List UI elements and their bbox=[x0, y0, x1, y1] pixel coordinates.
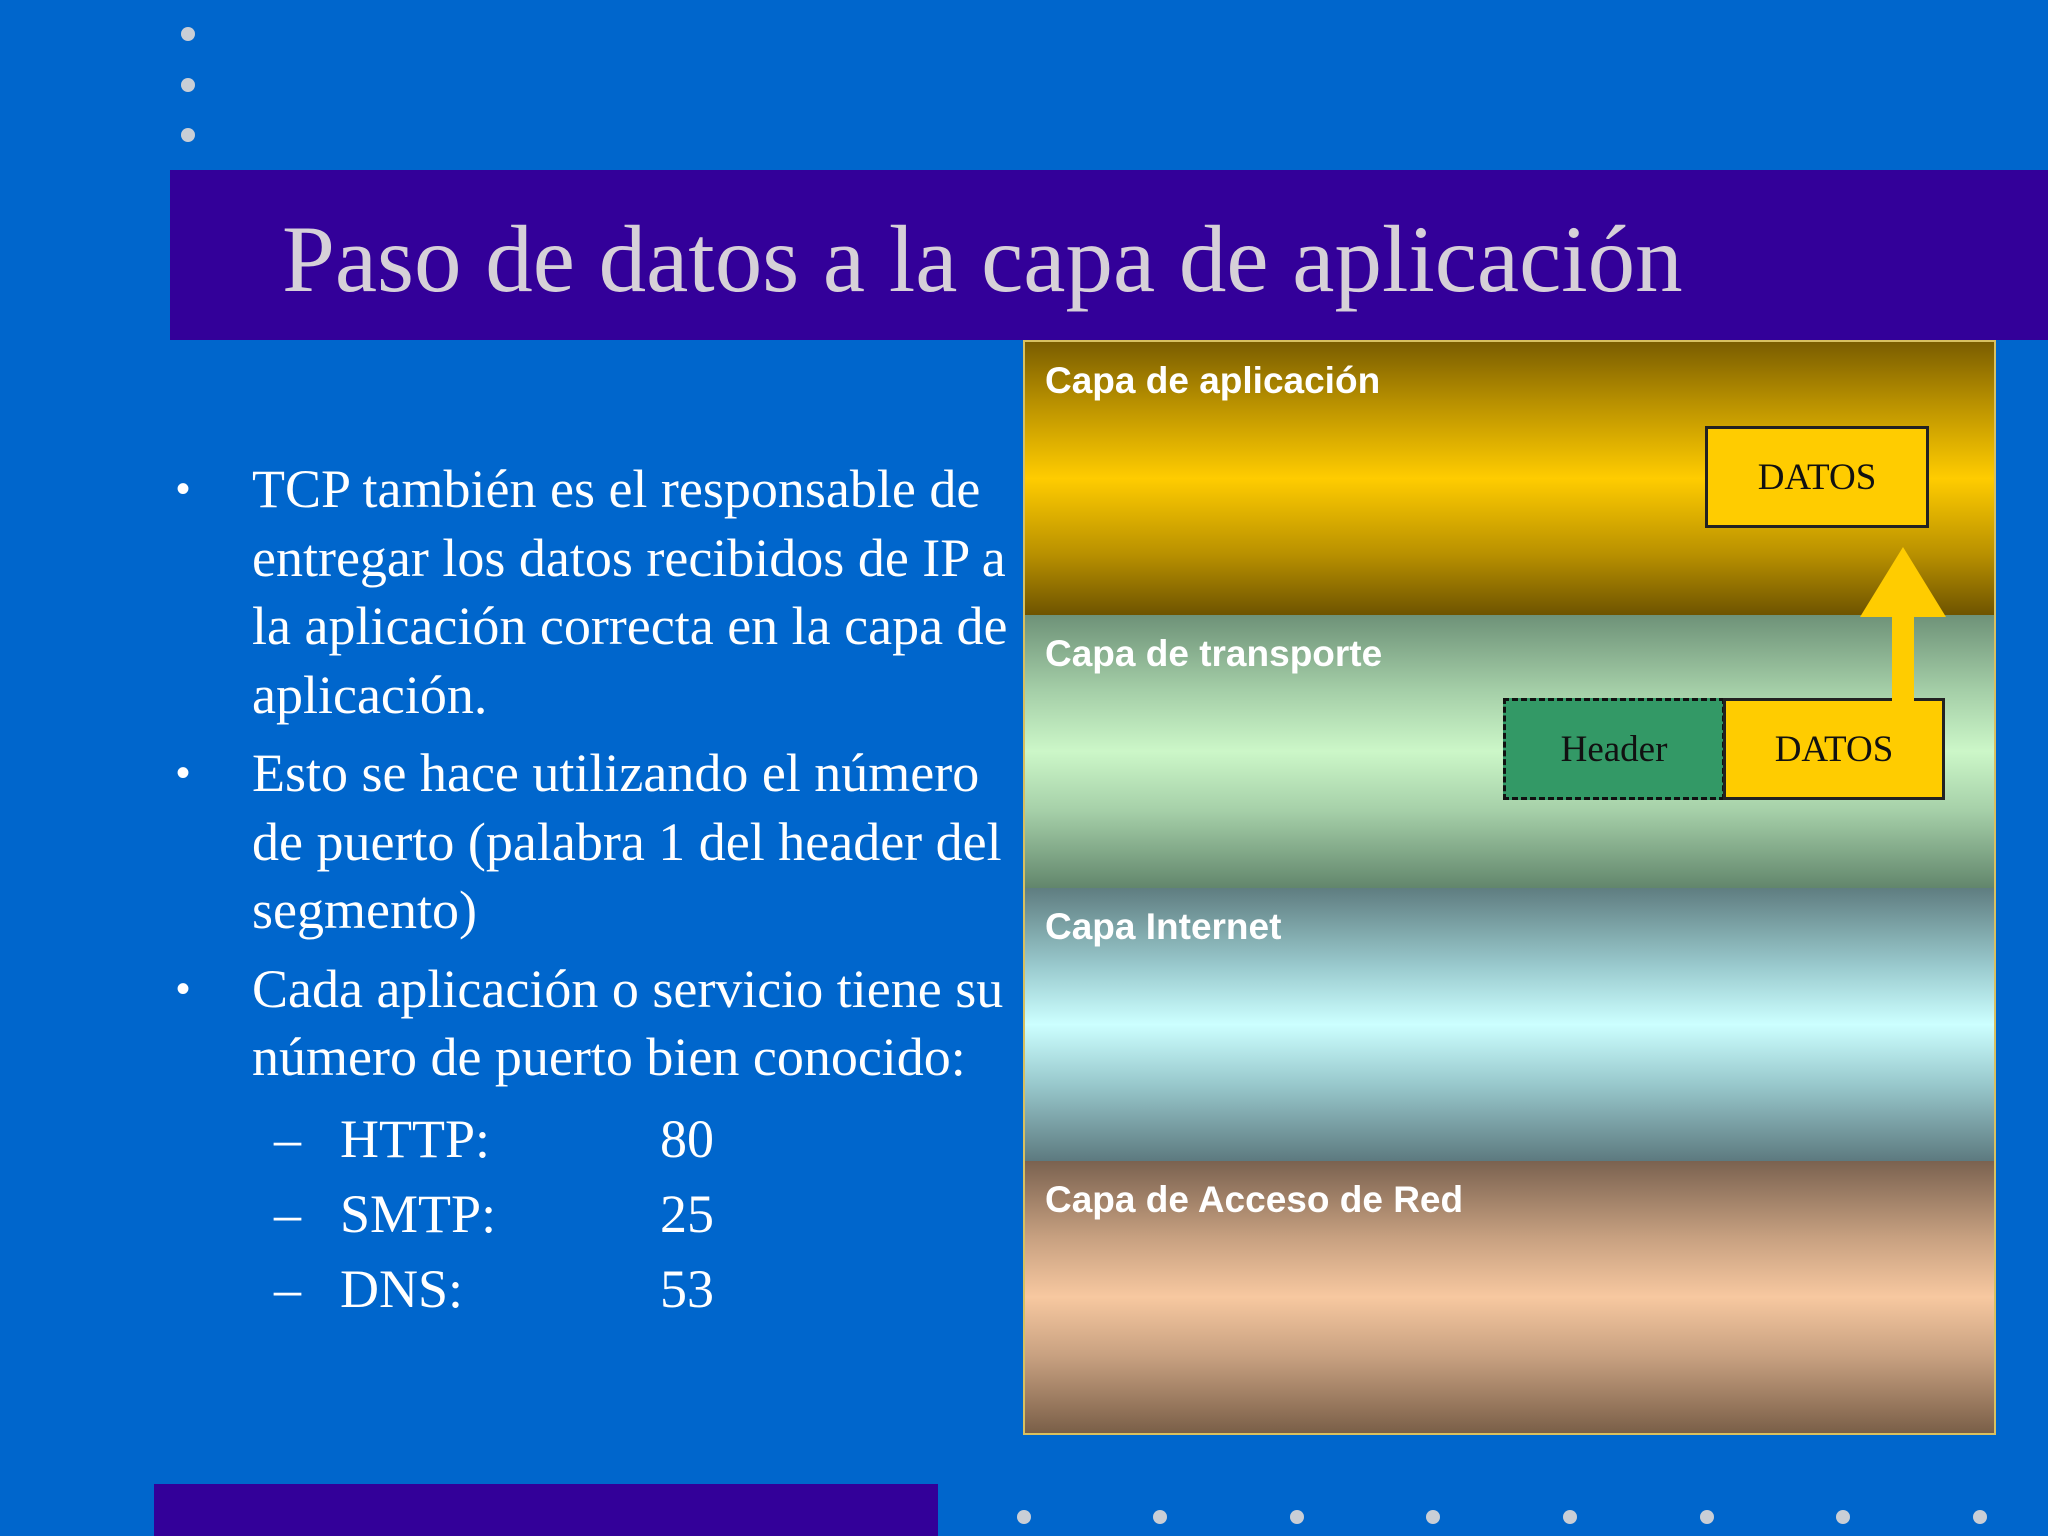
bullet-text: TCP también es el responsable de entregar los datos recibidos de IP a la aplicación correcta en la capa de aplicación. bbox=[252, 459, 1008, 725]
layer-label-internet: Capa Internet bbox=[1045, 906, 1282, 947]
layer-label-transport: Capa de transporte bbox=[1045, 633, 1383, 674]
bullet-item bbox=[170, 455, 1010, 729]
port-number: 53 bbox=[660, 1258, 714, 1319]
decorative-dot bbox=[1290, 1510, 1304, 1524]
decorative-dot bbox=[181, 27, 195, 41]
decorative-dot bbox=[1426, 1510, 1440, 1524]
bullet-marker: • bbox=[176, 751, 191, 795]
port-number: 25 bbox=[660, 1183, 714, 1244]
decorative-dot bbox=[181, 78, 195, 92]
arrow-up-icon bbox=[1858, 547, 1948, 702]
port-item-http bbox=[170, 1102, 1010, 1177]
decorative-dot bbox=[1017, 1510, 1031, 1524]
dash-marker: – bbox=[274, 1183, 301, 1244]
decorative-dot bbox=[1153, 1510, 1167, 1524]
bullet-item bbox=[170, 739, 1010, 945]
decorative-dot bbox=[1836, 1510, 1850, 1524]
bottom-band bbox=[154, 1484, 938, 1536]
decorative-dot bbox=[1700, 1510, 1714, 1524]
dash-marker: – bbox=[274, 1258, 301, 1319]
tcpip-layers-diagram bbox=[1023, 340, 1996, 1435]
decorative-dot bbox=[1973, 1510, 1987, 1524]
bullet-list bbox=[170, 455, 1010, 1327]
bullet-item bbox=[170, 955, 1010, 1092]
layer-label-application: Capa de aplicación bbox=[1045, 360, 1381, 401]
decorative-dot bbox=[1563, 1510, 1577, 1524]
transport-datos-box: DATOS bbox=[1723, 698, 1945, 800]
decorative-dot bbox=[181, 128, 195, 142]
port-name: HTTP: bbox=[340, 1108, 491, 1169]
dash-marker: – bbox=[274, 1108, 301, 1169]
port-name: SMTP: bbox=[340, 1183, 497, 1244]
application-datos-box: DATOS bbox=[1705, 426, 1929, 528]
port-item-dns bbox=[170, 1252, 1010, 1327]
slide-title: Paso de datos a la capa de aplicación bbox=[282, 206, 1683, 312]
port-name: DNS: bbox=[340, 1258, 464, 1319]
bullet-marker: • bbox=[176, 966, 191, 1011]
port-number: 80 bbox=[660, 1108, 714, 1169]
layer-application bbox=[1025, 342, 1994, 617]
bullet-marker: • bbox=[176, 467, 191, 511]
layer-internet bbox=[1025, 888, 1994, 1163]
layer-network-access bbox=[1025, 1161, 1994, 1433]
title-band bbox=[170, 170, 2048, 340]
port-item-smtp bbox=[170, 1177, 1010, 1252]
bullet-text: Esto se hace utilizando el número de puerto (palabra 1 del header del segmento) bbox=[252, 743, 1002, 940]
layer-transport bbox=[1025, 615, 1994, 890]
transport-header-box: Header bbox=[1503, 698, 1725, 800]
layer-label-network-access: Capa de Acceso de Red bbox=[1045, 1179, 1464, 1220]
bullet-text: Cada aplicación o servicio tiene su número de puerto bien conocido: bbox=[252, 958, 1004, 1087]
